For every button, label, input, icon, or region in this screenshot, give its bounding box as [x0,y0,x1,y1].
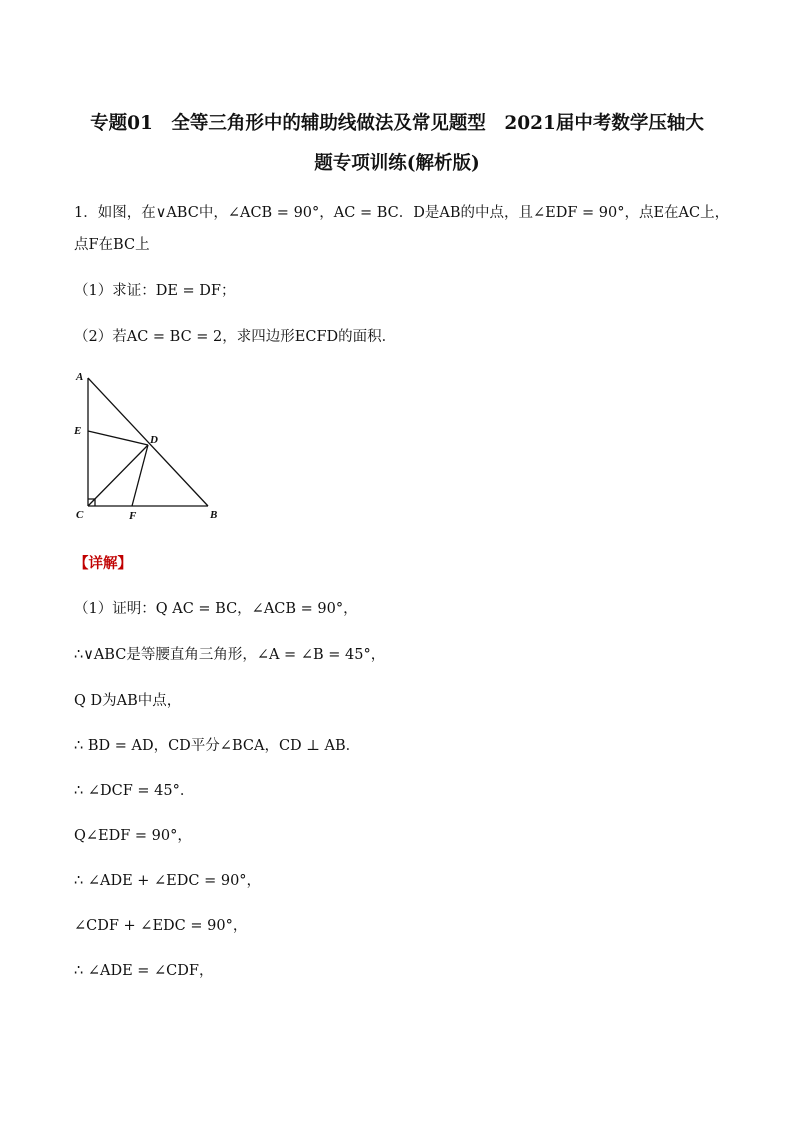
problem-part-2: （2）若AC = BC = 2，求四边形ECFD的面积． [74,329,397,345]
solution-line-5: ∴ ∠DCF = 45°． [74,783,195,799]
problem-statement-line-2: 点F在BC上 [74,237,150,253]
solution-line-1: （1）证明：Q AC = BC，∠ACB = 90°， [74,601,358,617]
solution-line-8: ∠CDF + ∠EDC = 90°， [74,918,248,934]
label-D: D [150,434,158,446]
problem-part-1: （1）求证：DE = DF； [74,283,236,299]
label-B: B [210,509,218,521]
title-line-1: 专题01 全等三角形中的辅助线做法及常见题型 2021届中考数学压轴大 [90,113,704,134]
solution-line-6: Q∠EDF = 90°， [74,828,192,844]
document-title [60,104,734,184]
segment-DF [132,445,148,506]
problem-statement-line-1: 1．如图，在∨ABC中，∠ACB = 90°，AC = BC．D是AB的中点，且∠EDF = 90°，点E在AC上， [74,205,730,221]
label-E: E [74,425,82,437]
solution-heading: 【详解】 [74,555,132,572]
solution-line-7: ∴ ∠ADE + ∠EDC = 90°， [74,873,262,889]
solution-line-3: Q D为AB中点， [74,693,182,709]
triangle-figure [70,366,230,526]
segment-CD [88,445,148,506]
solution-line-9: ∴ ∠ADE = ∠CDF， [74,963,214,979]
solution-line-2: ∴∨ABC是等腰直角三角形，∠A = ∠B = 45°， [74,647,386,663]
solution-line-4: ∴ BD = AD，CD平分∠BCA，CD ⊥ AB． [74,738,361,754]
label-A: A [76,371,84,383]
title-line-2: 题专项训练(解析版) [314,153,480,174]
label-F: F [129,510,137,522]
label-C: C [76,509,84,521]
